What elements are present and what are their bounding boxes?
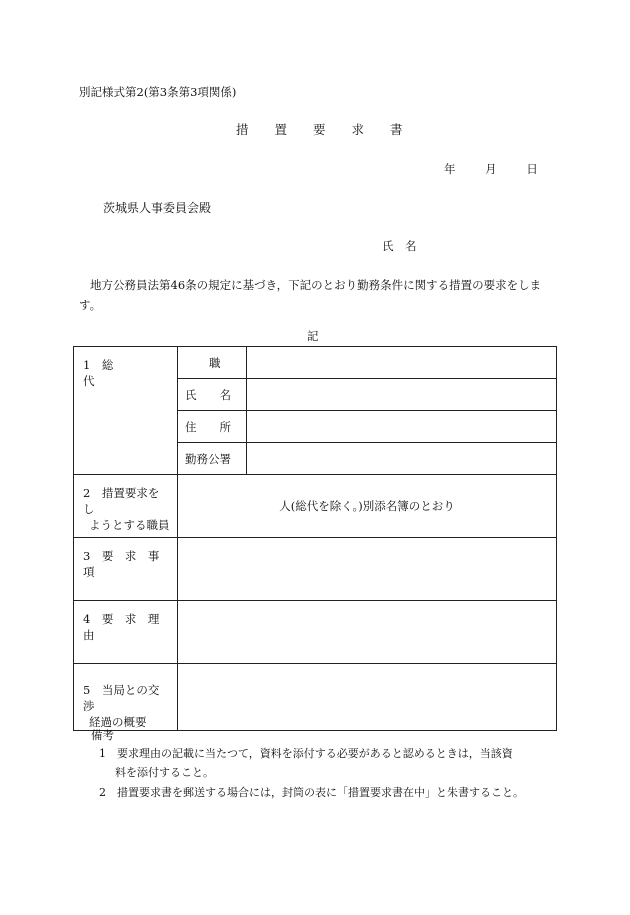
table-row [74, 538, 557, 601]
title-char: 措 [236, 122, 249, 137]
note-1: 1 要求理由の記載に当たつて，資料を添付する必要があると認めるときは，当該資 料を添付すること。 [99, 747, 513, 779]
note-2: 2 措置要求書を郵送する場合には，封筒の表に「措置要求書在中」と朱書すること。 [99, 786, 524, 799]
table-row [74, 475, 557, 538]
row-content[interactable] [178, 601, 557, 664]
date-day-label: 日 [526, 162, 538, 176]
request-table [73, 346, 557, 731]
date-month-label: 月 [485, 162, 497, 176]
title-char: 書 [390, 122, 403, 137]
row-label: 4 要 求 理 由 [74, 601, 178, 664]
rep-field-label: 住 所 [178, 411, 247, 443]
body-text: 地方公務員法第46条の規定に基づき，下記のとおり勤務条件に関する措置の要求をします。 [79, 278, 542, 312]
table-row [74, 664, 557, 731]
row-label: 2 措置要求をし ようとする職員 [74, 475, 178, 538]
form-label: 別記様式第2(第3条第3項関係) [79, 85, 237, 99]
row-label: 3 要 求 事 項 [74, 538, 178, 601]
title-char: 求 [351, 122, 365, 137]
rep-field-label: 勤務公署 [178, 443, 247, 475]
rep-field-input[interactable] [247, 347, 557, 379]
notes-heading: 備考 [91, 728, 114, 742]
title-char: 置 [274, 122, 288, 137]
row-content[interactable]: 人(総代を除く。)別添名簿のとおり [178, 475, 557, 538]
row-label: 5 当局との交渉 経過の概要 [74, 664, 178, 731]
addressee: 茨城県人事委員会殿 [103, 201, 212, 215]
ki-label: 記 [307, 329, 319, 343]
rep-field-label: 職 [178, 347, 247, 379]
document-title [236, 120, 403, 138]
table-row [74, 601, 557, 664]
rep-field-label: 氏 名 [178, 379, 247, 411]
rep-field-input[interactable] [247, 411, 557, 443]
date-year-label: 年 [444, 162, 456, 176]
title-char: 要 [313, 122, 326, 137]
date-line [444, 161, 538, 177]
rep-field-input[interactable] [247, 443, 557, 475]
row-content[interactable] [178, 538, 557, 601]
rep-label-cell [74, 347, 178, 475]
table-row [74, 347, 557, 379]
name-label: 氏 名 [382, 239, 417, 253]
rep-field-input[interactable] [247, 379, 557, 411]
row-content[interactable] [178, 664, 557, 731]
rep-label: 1 総 代 [83, 358, 160, 388]
